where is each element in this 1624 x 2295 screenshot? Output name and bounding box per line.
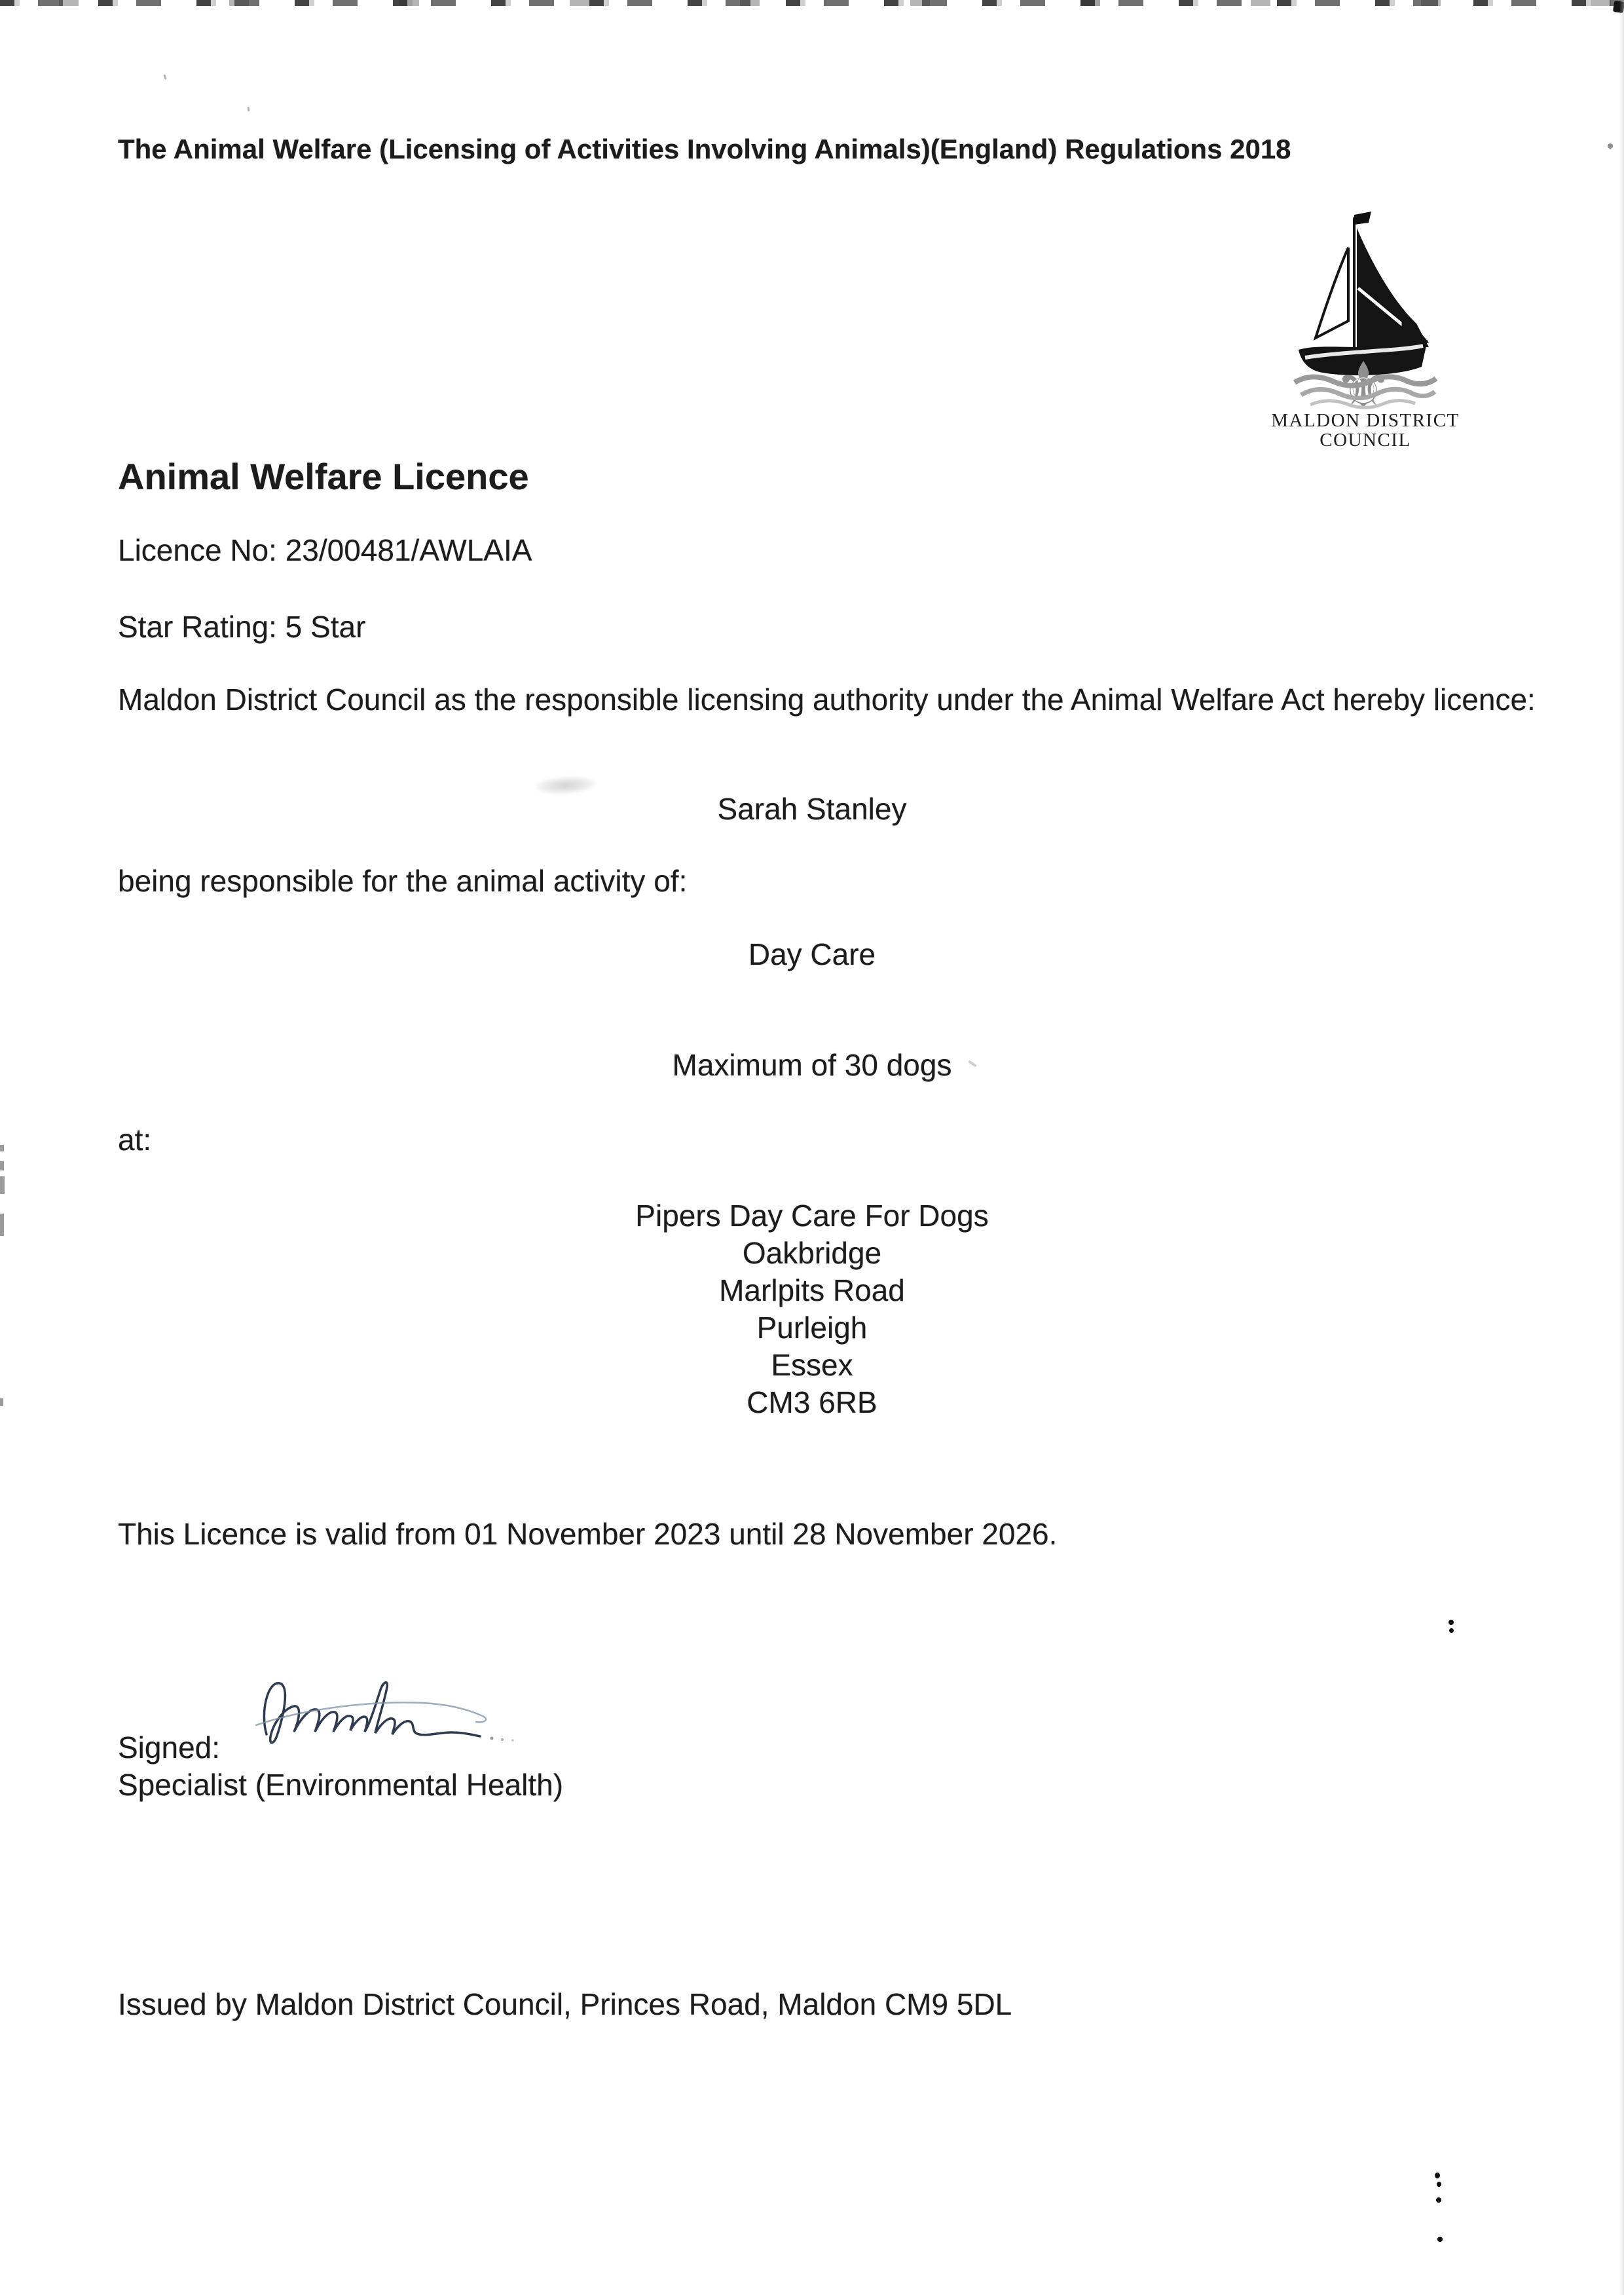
signature-cross-stroke: [256, 1702, 486, 1725]
capacity-line: Maximum of 30 dogs: [672, 1048, 952, 1082]
council-name-line2: COUNCIL: [1320, 430, 1411, 451]
signature-block: [118, 1729, 563, 1804]
main-sail: [1357, 228, 1429, 347]
activity-name: Day Care: [748, 937, 876, 971]
scan-edge-shadow: [1619, 0, 1624, 2295]
signed-label: Signed:: [118, 1730, 221, 1764]
authority-paragraph: Maldon District Council as the responsible licensing authority under the Animal Welfare Act hereby licence:: [118, 682, 1536, 717]
licence-number-line: Licence No: 23/00481/AWLAIA: [118, 533, 532, 567]
at-label: at:: [118, 1123, 152, 1157]
address-line: Purleigh: [756, 1311, 868, 1345]
flag: [1354, 212, 1371, 225]
signer-role: Specialist (Environmental Health): [118, 1768, 564, 1802]
scan-colon-dot: [1449, 1620, 1454, 1625]
address-line: CM3 6RB: [747, 1385, 877, 1419]
address-line: Pipers Day Care For Dogs: [635, 1199, 989, 1233]
address-line: Essex: [771, 1348, 853, 1382]
scan-dot: [1435, 2173, 1440, 2178]
fleur-de-lis-icon: ⚜: [1334, 348, 1393, 424]
scan-edge-tick: [0, 1176, 5, 1194]
scan-colon-dot: [1449, 1628, 1454, 1633]
licensee-name: Sarah Stanley: [717, 792, 907, 826]
scan-speck: [163, 74, 167, 80]
licence-heading: Animal Welfare Licence: [118, 456, 529, 497]
council-logo: [1267, 211, 1464, 453]
scan-dot: [1608, 143, 1613, 149]
scan-speck: [247, 107, 249, 111]
jib-sail: [1316, 248, 1348, 338]
star-rating-line: Star Rating: 5 Star: [118, 610, 366, 644]
scan-edge-tick: [0, 1161, 4, 1170]
issued-by-line: Issued by Maldon District Council, Princes Road, Maldon CM9 5DL: [118, 1987, 1012, 2021]
activity-intro-line: being responsible for the animal activity of:: [118, 864, 688, 898]
scan-dot: [1437, 2182, 1441, 2187]
premises-address: [0, 1197, 1624, 1421]
sailing-barge-icon: [1267, 211, 1464, 453]
council-name-line1: MALDON DISTRICT: [1271, 410, 1460, 431]
scan-dot: [1437, 2237, 1443, 2242]
scan-dot: [1436, 2197, 1441, 2203]
address-line: Marlpits Road: [719, 1273, 905, 1307]
scan-artifact-top-band: [0, 0, 1624, 6]
regulation-title: The Animal Welfare (Licensing of Activities Involving Animals)(England) Regulations 2018: [118, 134, 1291, 164]
validity-line: This Licence is valid from 01 November 2023 until 28 November 2026.: [118, 1517, 1058, 1551]
address-line: Oakbridge: [742, 1236, 882, 1270]
scan-edge-tick: [0, 1145, 4, 1151]
